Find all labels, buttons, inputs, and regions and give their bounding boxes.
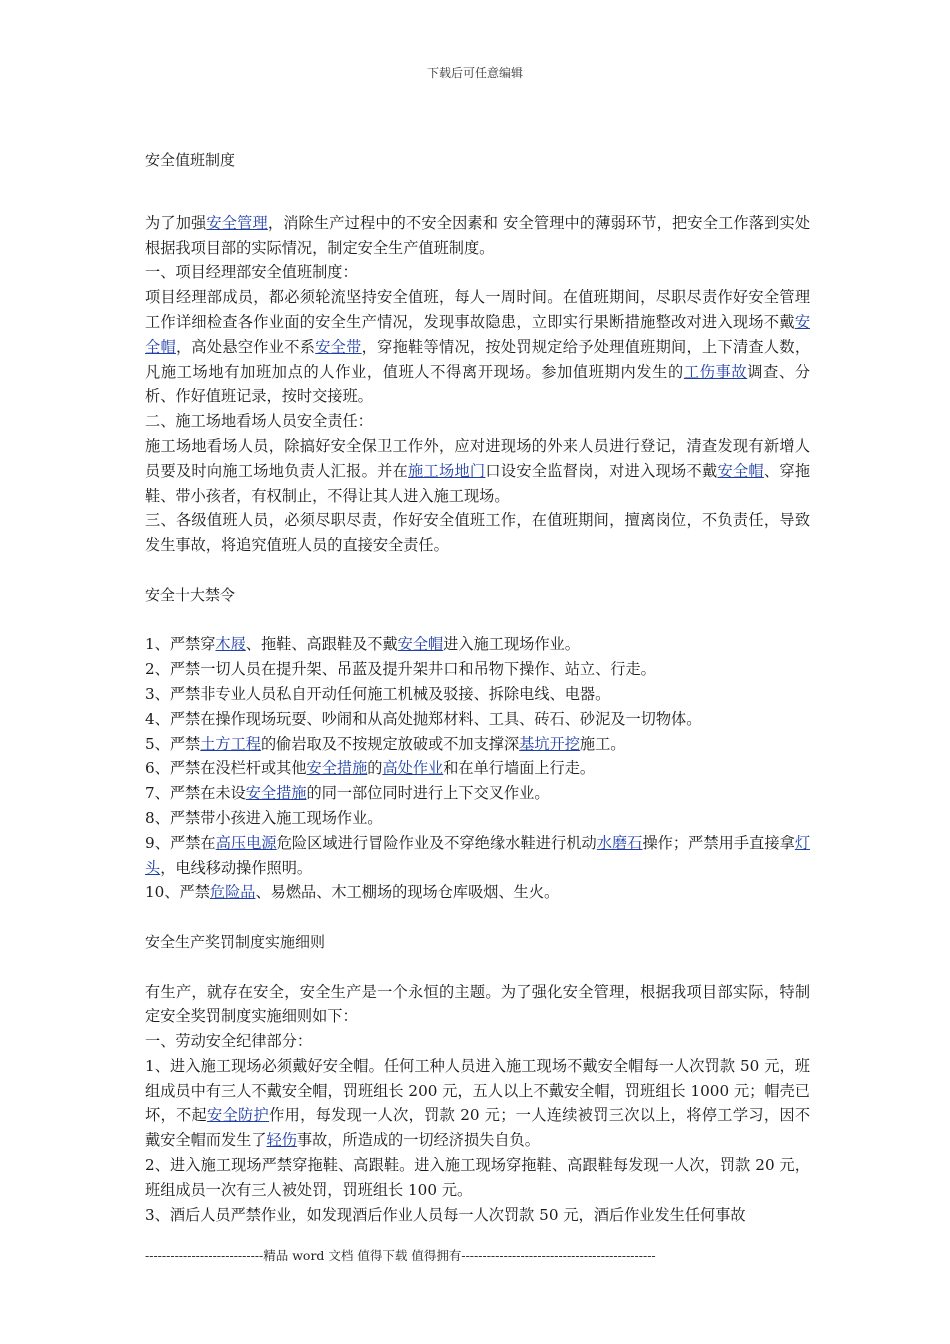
list-item — [145, 707, 810, 732]
text-run: 9、严禁在 — [145, 833, 216, 852]
inline-link[interactable]: 安全帽 — [397, 635, 444, 654]
inline-link[interactable]: 安全管理 — [206, 213, 268, 232]
text-run: ，穿拖鞋等情况，按处罚规定给予处理值班期间，上下清查人数，凡施工场地有加班加点的人作业，值班人不得离开现场。参加值班期内发生的 — [145, 337, 811, 381]
list-item — [145, 806, 810, 831]
list-item — [145, 1153, 810, 1203]
section-title-duty: 安全值班制度 — [145, 151, 236, 169]
text-run: 危险区域进行冒险作业及不穿绝缘水鞋进行机动 — [276, 833, 597, 852]
text-run: 的 — [367, 759, 383, 778]
paragraph — [145, 508, 810, 558]
text-run: 7、严禁在未设 — [145, 784, 246, 803]
text-run: 的偷岩取及不按规定放破或不加支撑深 — [260, 734, 520, 753]
inline-link[interactable]: 基坑开挖 — [519, 734, 580, 753]
spacer — [145, 608, 810, 633]
page-header: 下载后可任意编辑 — [426, 66, 523, 80]
paragraph — [145, 980, 810, 1030]
inline-link[interactable]: 灯头 — [145, 833, 811, 877]
list-item — [145, 657, 810, 682]
text-run: 操作；严禁用手直接拿 — [642, 833, 795, 852]
text-run: 、拖鞋、高跟鞋及不戴 — [245, 635, 398, 654]
list-item — [145, 1054, 810, 1153]
inline-link[interactable]: 水磨石 — [596, 833, 643, 852]
list-item — [145, 682, 810, 707]
text-run: 2、严禁一切人员在提升架、吊蓝及提升架井口和吊物下操作、站立、行走。 — [145, 660, 656, 679]
penalty-list — [145, 1054, 810, 1228]
text-run: 1、进入施工现场必须戴好安全帽。任何工种人员进入施工现场不戴安全帽每一人次罚款 50 元，班组成员中有三人不戴安全帽，罚班组长 200 元，五人以上不戴安全帽，罚班组长 1000 元；帽壳已坏，不起 — [145, 1056, 810, 1125]
inline-link[interactable]: 安全措施 — [306, 759, 368, 778]
text-run: 3、酒后人员严禁作业，如发现酒后作业人员每一人次罚款 50 元，酒后作业发生任何事故 — [145, 1205, 746, 1224]
list-item — [145, 880, 810, 905]
text-run: 10、严禁 — [145, 883, 210, 902]
spacer — [145, 173, 810, 211]
text-run: 进入施工现场作业。 — [443, 635, 580, 654]
inline-link[interactable]: 安全措施 — [245, 784, 307, 803]
text-run: 、易燃品、木工棚场的现场仓库吸烟、生火。 — [255, 883, 560, 902]
inline-link[interactable]: 高压电源 — [215, 833, 277, 852]
inline-link[interactable]: 高处作业 — [382, 759, 444, 778]
subheading: 一、劳动安全纪律部分： — [145, 1032, 313, 1051]
text-run: 为了加强 — [145, 213, 207, 232]
spacer — [145, 955, 810, 980]
text-run: 和在单行墙面上行走。 — [443, 759, 596, 778]
list-item — [145, 756, 810, 781]
prohibition-list — [145, 632, 810, 905]
text-run: ，消除生产过程中的不安全因素和 安全管理中的薄弱环节，把安全工作落到实处根据我项目部的实际情况，制定安全生产值班制度。 — [145, 213, 811, 257]
inline-link[interactable]: 土方工程 — [200, 734, 261, 753]
text-run: ，高处悬空作业不系 — [175, 337, 316, 356]
text-run: 的同一部位同时进行上下交叉作业。 — [306, 784, 550, 803]
list-item — [145, 732, 810, 757]
spacer — [145, 558, 810, 583]
list-item — [145, 632, 810, 657]
list-item — [145, 1203, 810, 1228]
text-run: 1、严禁穿 — [145, 635, 216, 654]
list-item — [145, 781, 810, 806]
text-run: 5、严禁 — [145, 734, 201, 753]
inline-link[interactable]: 安全帽 — [717, 461, 764, 480]
inline-link[interactable]: 安全带 — [315, 337, 362, 356]
inline-link[interactable]: 施工场地门 — [408, 461, 486, 480]
text-run: 项目经理部成员，都必须轮流坚持安全值班，每人一周时间。在值班期间，尽职尽责作好安全管理工作详细检查各作业面的安全生产情况，发现事故隐患，立即实行果断措施整改对进入现场不戴 — [145, 288, 810, 331]
document-body — [145, 148, 810, 1227]
text-run: 三、各级值班人员，必须尽职尽责，作好安全值班工作，在值班期间，擅离岗位，不负责任，导致发生事故，将追究值班人员的直接安全责任。 — [145, 511, 810, 555]
text-run: 事故，所造成的一切经济损失自负。 — [296, 1131, 540, 1150]
text-run: 有生产，就存在安全，安全生产是一个永恒的主题。为了强化安全管理，根据我项目部实际，特制定安全奖罚制度实施细则如下： — [145, 982, 810, 1026]
inline-link[interactable]: 危险品 — [209, 883, 256, 902]
inline-link[interactable]: 轻伤 — [266, 1131, 297, 1150]
inline-link[interactable]: 安全防护 — [207, 1106, 270, 1125]
text-run: 口设安全监督岗，对进入现场不戴 — [485, 461, 718, 480]
inline-link[interactable]: 安全帽 — [145, 312, 810, 356]
text-run: 作用，每发现一人次，罚款 20 元；一人连续被罚三次以上，将停工学习，因不戴安全帽而发生了 — [145, 1106, 811, 1150]
text-run: 4、严禁在操作现场玩耍、吵闹和从高处抛郑材料、工具、砖石、砂泥及一切物体。 — [145, 709, 702, 728]
text-run: 6、严禁在没栏杆或其他 — [145, 759, 307, 778]
text-run: ，电线移动操作照明。 — [160, 858, 313, 877]
text-run: 、穿拖鞋、带小孩者，有权制止，不得让其人进入施工现场。 — [145, 461, 811, 505]
text-run: 3、严禁非专业人员私自开动任何施工机械及驳接、拆除电线、电器。 — [145, 684, 611, 703]
subheading: 一、项目经理部安全值班制度： — [145, 263, 358, 282]
paragraph — [145, 285, 810, 409]
inline-link[interactable]: 工伤事故 — [683, 362, 748, 381]
text-run: 施工。 — [579, 734, 626, 753]
text-run: 2、进入施工现场严禁穿拖鞋、高跟鞋。进入施工现场穿拖鞋、高跟鞋每发现一人次，罚款 20 元，班组成员一次有三人被处罚，罚班组长 100 元。 — [145, 1156, 810, 1199]
text-run: 调查、分析、作好值班记录，按时交接班。 — [145, 362, 811, 406]
inline-link[interactable]: 木屐 — [215, 635, 246, 654]
paragraph — [145, 434, 810, 508]
text-run: 8、严禁带小孩进入施工现场作业。 — [145, 808, 383, 827]
paragraph — [145, 211, 810, 261]
text-run: 施工场地看场人员，除搞好安全保卫工作外，应对进现场的外来人员进行登记，清查发现有新增人员要及时向施工场地负责人汇报。并在 — [145, 436, 810, 480]
list-item — [145, 831, 810, 881]
section-title-rewards: 安全生产奖罚制度实施细则 — [145, 932, 326, 951]
spacer — [145, 905, 810, 930]
section-title-prohibitions: 安全十大禁令 — [145, 585, 236, 604]
page-footer: ----------------------------精品 word 文档 值得下载 值得拥有---------------------------------------------- — [145, 1248, 656, 1263]
subheading: 二、施工场地看场人员安全责任： — [145, 412, 373, 431]
